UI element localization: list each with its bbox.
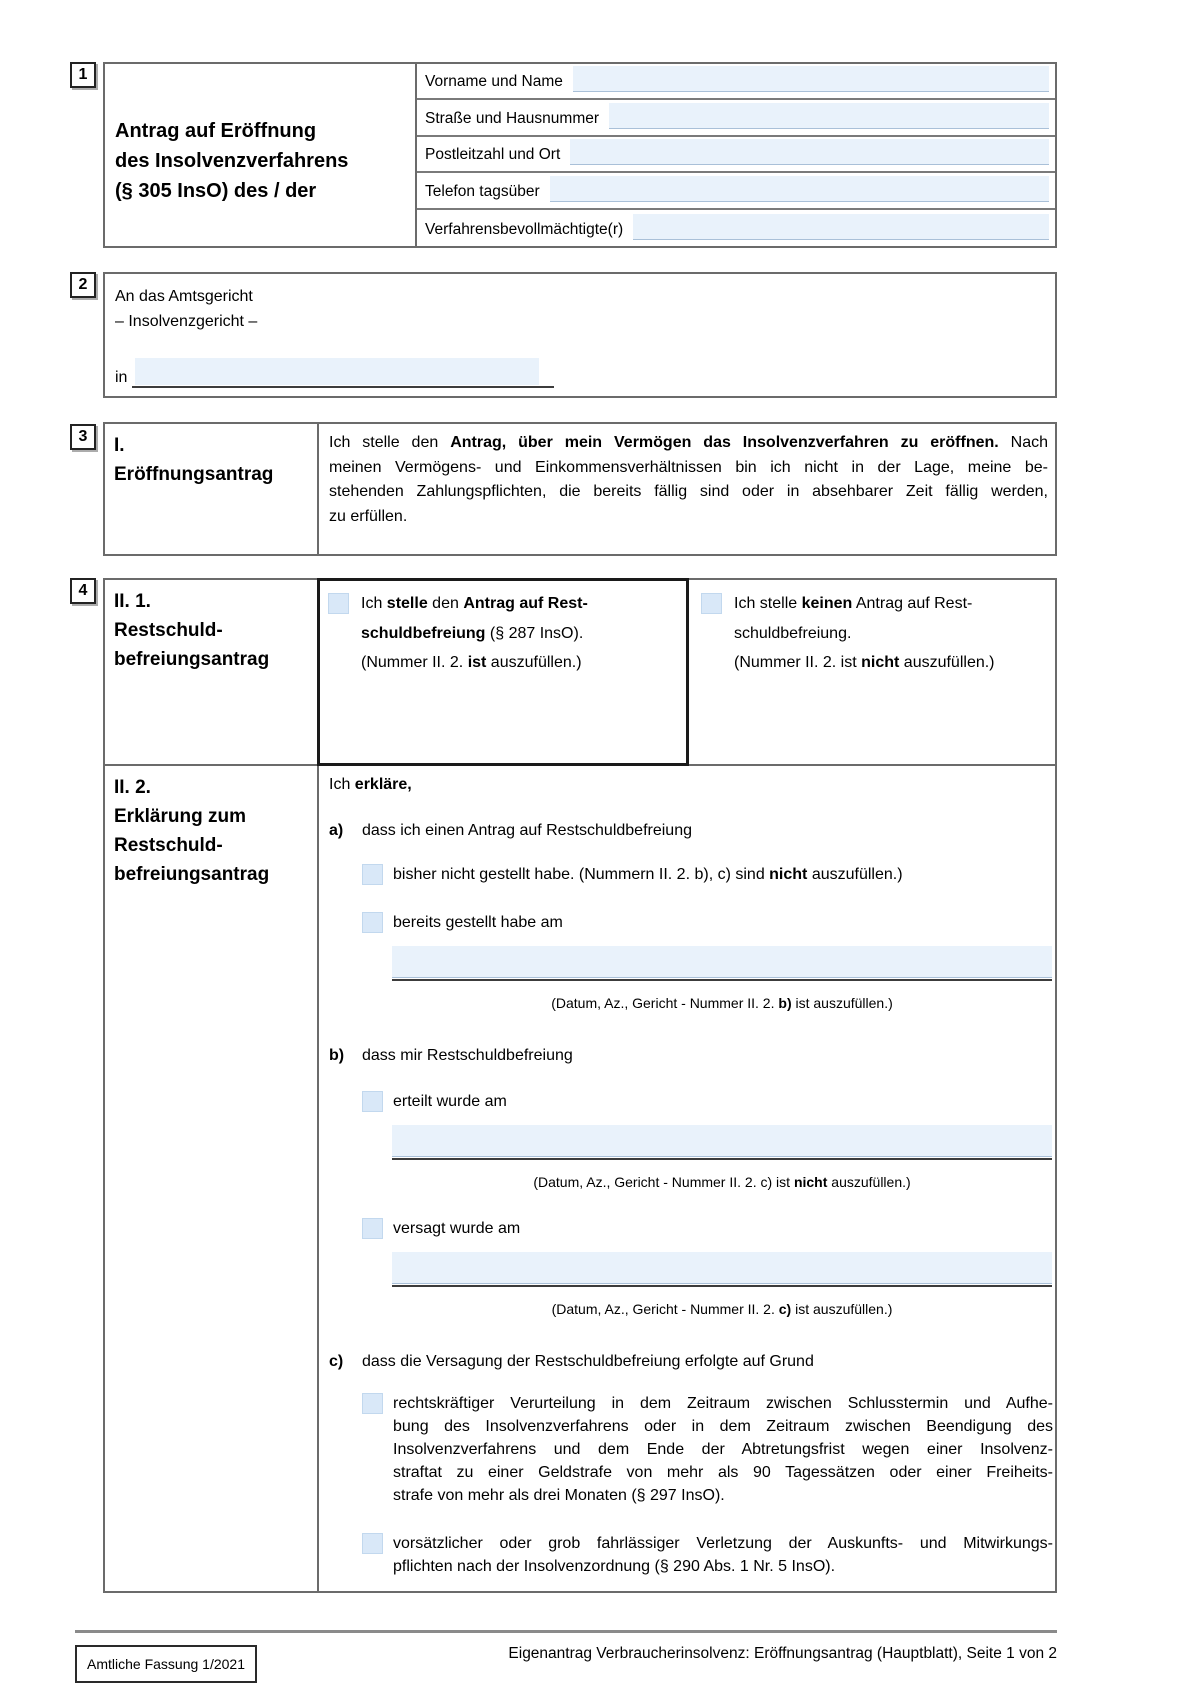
form-title bbox=[105, 64, 417, 246]
checkbox-discharge-no[interactable] bbox=[701, 593, 722, 614]
discharge-no-option bbox=[701, 593, 1046, 678]
opening-request-heading bbox=[105, 424, 319, 554]
field-b2-date-input[interactable] bbox=[392, 1252, 1052, 1284]
caption-b2: (Datum, Az., Gericht - Nummer II. 2. c) ist auszufüllen.) bbox=[551, 1301, 893, 1317]
discharge-yes-text: Ich stelle den Antrag auf Rest- schuldbefreiung (§ 287 InsO). (Nummer II. 2. ist auszufüllen.) bbox=[361, 595, 588, 671]
section-discharge bbox=[103, 578, 1057, 1593]
discharge-request-heading: II. 1. Restschuld- befreiungsantrag bbox=[105, 580, 319, 764]
discharge-declaration-heading: II. 2. Erklärung zum Restschuld- befreiungsantrag bbox=[105, 766, 319, 1591]
court-line1: An das Amtsgericht bbox=[115, 288, 253, 305]
option-c-violation bbox=[362, 1533, 1053, 1578]
field-row-name bbox=[417, 64, 1055, 100]
option-b-denied: versagt wurde am bbox=[362, 1218, 1053, 1240]
footer-version-box: Amtliche Fassung 1/2021 bbox=[75, 1645, 257, 1683]
section-number-2: 2 bbox=[70, 272, 96, 298]
field-row-phone bbox=[417, 173, 1055, 209]
representative-input[interactable] bbox=[633, 214, 1049, 240]
name-label: Vorname und Name bbox=[425, 73, 563, 91]
field-row-city bbox=[417, 137, 1055, 173]
field-row-street bbox=[417, 100, 1055, 136]
option-b-granted: erteilt wurde am bbox=[362, 1091, 1053, 1113]
field-a-date-input[interactable] bbox=[392, 946, 1052, 978]
court-city-label: in bbox=[115, 369, 128, 386]
street-label: Straße und Hausnummer bbox=[425, 109, 600, 127]
row-discharge-request bbox=[105, 580, 1055, 766]
opening-request-heading-num: I. bbox=[114, 435, 125, 456]
form-title-line3: (§ 305 InsO) des / der bbox=[115, 180, 317, 202]
option-a-already-filed: bereits gestellt habe am bbox=[362, 912, 1053, 934]
field-b1-date-input[interactable] bbox=[392, 1125, 1052, 1157]
section-applicant bbox=[103, 62, 1057, 248]
field-b2-date-underline bbox=[392, 1252, 1052, 1287]
caption-a: (Datum, Az., Gericht - Nummer II. 2. b) ist auszufüllen.) bbox=[551, 995, 893, 1011]
discharge-declaration-body bbox=[319, 766, 1061, 1591]
discharge-request-options bbox=[319, 580, 1055, 764]
section-court bbox=[103, 272, 1057, 398]
option-c-violation-text: vorsätzlicher oder grob fahrlässiger Verletzung der Auskunfts- und Mitwirkungs- pflichten nach der Insolvenzordnung (§ 290 Abs. 1 Nr. 5 InsO). bbox=[393, 1535, 1053, 1575]
checkbox-c-violation[interactable] bbox=[362, 1533, 383, 1554]
checkbox-c-conviction[interactable] bbox=[362, 1393, 383, 1414]
opening-request-paragraph: Ich stelle den Antrag, über mein Vermögen das Insolvenzverfahren zu eröffnen. Nach meinen Vermögens- und Einkommensverhältnissen bin ich nicht in der Lage, meine be- stehenden Zahlungspflichten, die bereits fällig sind oder in absehbarer Zeit fällig werden, zu erfüllen. bbox=[329, 434, 1049, 525]
representative-label: Verfahrensbevollmächtigte(r) bbox=[425, 221, 624, 238]
section-number-4: 4 bbox=[70, 578, 96, 604]
section-number-3: 3 bbox=[70, 424, 96, 450]
name-input[interactable] bbox=[573, 66, 1049, 92]
form-title-line2: des Insolvenzverfahrens bbox=[115, 150, 349, 172]
checkbox-a-already-filed[interactable] bbox=[362, 912, 383, 933]
form-title-line1: Antrag auf Eröffnung bbox=[115, 120, 317, 142]
discharge-no-text: Ich stelle keinen Antrag auf Rest- schuldbefreiung. (Nummer II. 2. ist nicht auszufüllen.) bbox=[734, 595, 995, 671]
field-a-date-underline bbox=[392, 946, 1052, 981]
declaration-intro: Ich erkläre, bbox=[329, 776, 412, 793]
item-c: c) dass die Versagung der Restschuldbefreiung erfolgte auf Grund bbox=[329, 1353, 814, 1370]
court-city-field-underline bbox=[132, 358, 554, 388]
phone-label: Telefon tagsüber bbox=[425, 182, 540, 200]
option-c-conviction-text: rechtskräftiger Verurteilung in dem Zeitraum zwischen Schlusstermin und Aufhe- bung des Insolvenzverfahrens oder in dem Zeitraum zwischen Beendigung des Insolvenzverfahrens und dem Ende der Abtretungsfrist wegen einer Insolvenz- straftat zu einer Geldstrafe von mehr als 90 Tagessätzen oder einer Freiheits- strafe von mehr als drei Monaten (§ 297 InsO). bbox=[393, 1395, 1053, 1504]
option-a-not-filed: bisher nicht gestellt habe. (Nummern II. 2. b), c) sind nicht auszufüllen.) bbox=[362, 864, 1053, 886]
street-input[interactable] bbox=[609, 103, 1049, 129]
checkbox-a-not-filed[interactable] bbox=[362, 864, 383, 885]
caption-b1: (Datum, Az., Gericht - Nummer II. 2. c) ist nicht auszufüllen.) bbox=[533, 1174, 911, 1190]
section-number-1: 1 bbox=[70, 62, 96, 88]
discharge-yes-box bbox=[317, 578, 689, 766]
field-b1-date-underline bbox=[392, 1125, 1052, 1160]
opening-request-heading-text: Eröffnungsantrag bbox=[114, 464, 274, 485]
court-line2: – Insolvenzgericht – bbox=[115, 313, 258, 330]
section-opening-request bbox=[103, 422, 1057, 556]
checkbox-b-granted[interactable] bbox=[362, 1091, 383, 1112]
city-input[interactable] bbox=[570, 139, 1049, 165]
court-city-row bbox=[115, 358, 554, 388]
row-discharge-declaration bbox=[105, 766, 1055, 1591]
checkbox-b-denied[interactable] bbox=[362, 1218, 383, 1239]
field-row-representative bbox=[417, 210, 1055, 246]
option-c-conviction bbox=[362, 1393, 1053, 1507]
checkbox-discharge-yes[interactable] bbox=[328, 593, 349, 614]
footer-rule bbox=[75, 1630, 1057, 1633]
applicant-fields bbox=[417, 64, 1055, 246]
court-city-input[interactable] bbox=[135, 358, 539, 385]
item-b: b) dass mir Restschuldbefreiung bbox=[329, 1047, 573, 1064]
footer-page-info: Eigenantrag Verbraucherinsolvenz: Eröffnungsantrag (Hauptblatt), Seite 1 von 2 bbox=[508, 1645, 1057, 1662]
city-label: Postleitzahl und Ort bbox=[425, 146, 561, 164]
phone-input[interactable] bbox=[550, 176, 1049, 202]
item-a: a) dass ich einen Antrag auf Restschuldbefreiung bbox=[329, 822, 692, 839]
